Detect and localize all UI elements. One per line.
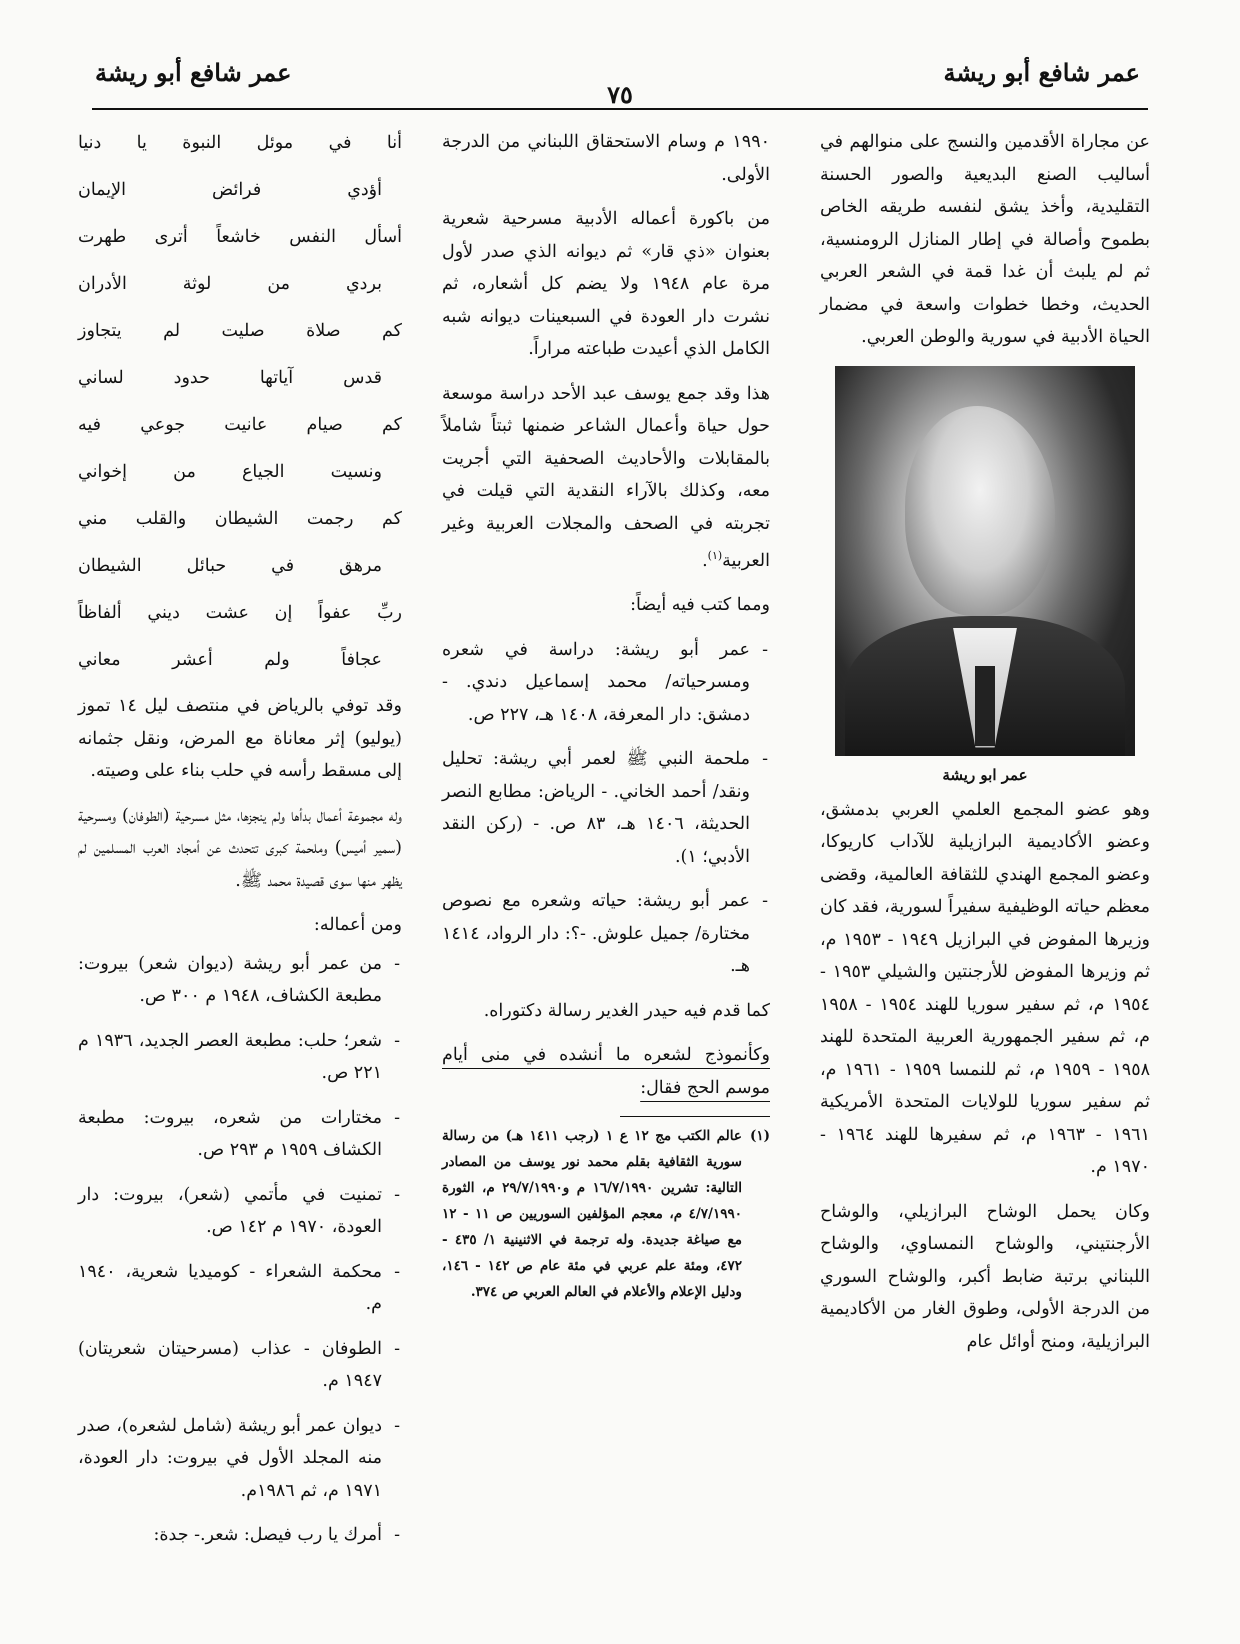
- study-end: .: [702, 550, 708, 571]
- work-item: - من عمر أبو ريشة (ديوان شعر) بيروت: مطبعة الكشاف، ١٩٤٨ م ٣٠٠ ص.: [78, 948, 402, 1013]
- work-item: - شعر؛ حلب: مطبعة العصر الجديد، ١٩٣٦ م ٢٢١ ص.: [78, 1025, 402, 1090]
- portrait-photo: [835, 366, 1135, 756]
- verse-line: أنا في موئل النبوة يا دنيا: [78, 133, 402, 153]
- footnote: [442, 1123, 770, 1305]
- works-paragraph: من باكورة أعماله الأدبية مسرحية شعرية بعنوان «ذي قار» ثم ديوانه الذي صدر لأول مرة عام ١٩٤٨ ولا يضم كل أشعاره، ثم نشرت دار العودة في السبعينات ديوانه شبه الكامل الذي أعيدت طباعته مراراً.: [442, 209, 770, 359]
- thesis-paragraph: كما قدم فيه حيدر الغدير رسالة دكتوراه.: [483, 1000, 770, 1021]
- works-heading: ومن أعماله:: [313, 915, 402, 935]
- reference-item: - عمر أبو ريشة: حياته وشعره مع نصوص مختارة/ جميل علوش. -؟: دار الرواد، ١٤١٤ هـ.: [442, 885, 770, 983]
- verse-line: مرهق في حبائل الشيطان: [78, 556, 382, 576]
- verse-line: ونسيت الجياع من إخواني: [78, 462, 382, 482]
- verse-line: كم رجمت الشيطان والقلب مني: [78, 509, 402, 529]
- verse-line: قدس آياتها حدود لساني: [78, 368, 382, 388]
- work-item: - مختارات من شعره، بيروت: مطبعة الكشاف ١٩٥٩ م ٢٩٣ ص.: [78, 1102, 402, 1167]
- page-number: ٧٥: [607, 80, 633, 109]
- intro-paragraph: عن مجاراة الأقدمين والنسج على منوالهم في أساليب الصنع البديعية والصور الحسنة التقليدية، وأخذ يشق لنفسه طريقه الخاص بطموح وأصالة في إطار المنازل الرومنسية، ثم لم يلبث أن غدا قمة في الشعر العربي الحديث، وخطا خطوات واسعة في مضمار الحياة الأدبية في سورية والوطن العربي.: [820, 132, 1150, 347]
- work-item: - محكمة الشعراء - كوميديا شعرية، ١٩٤٠ م.: [78, 1256, 402, 1321]
- column-right: [820, 126, 1150, 1370]
- work-item: - تمنيت في مأتمي (شعر)، بيروت: دار العودة، ١٩٧٠ م ١٤٢ ص.: [78, 1179, 402, 1244]
- reference-item: - عمر أبو ريشة: دراسة في شعره ومسرحياته/ محمد إسماعيل دندي. - دمشق: دار المعرفة، ١٤٠٨ هـ، ٢٢٧ ص.: [442, 634, 770, 732]
- column-left: [78, 126, 402, 1564]
- footnote-rule: [620, 1116, 770, 1117]
- verse-line: كم صيام عانيت جوعي فيه: [78, 415, 402, 435]
- medals-paragraph: وكان يحمل الوشاح البرازيلي، والوشاح الأرجنتيني، والوشاح النمساوي، والوشاح اللبناني برتبة ضابط أكبر، والوشاح السوري من الدرجة الأولى، وطوق الغار من الأكاديمية البرازيلية، ومنح أوائل عام: [820, 1201, 1150, 1352]
- portrait-tie: [975, 666, 995, 746]
- photo-caption: عمر ابو ريشة: [942, 765, 1028, 784]
- footnote-reference[interactable]: (١): [707, 549, 723, 562]
- medal-continuation: ١٩٩٠ م وسام الاستحقاق اللبناني من الدرجة الأولى.: [442, 132, 770, 185]
- running-head-right: عمر شافع أبو ريشة: [943, 58, 1140, 87]
- running-head-left: عمر شافع أبو ريشة: [95, 58, 292, 87]
- work-item: - أمرك يا رب فيصل: شعر.- جدة:: [78, 1519, 402, 1552]
- work-item: - الطوفان - عذاب (مسرحيتان شعريتان) ١٩٤٧ م.: [78, 1333, 402, 1398]
- verse-line: ربِّ عفواً إن عشت ديني ألفاظاً: [78, 603, 402, 623]
- death-paragraph: وقد توفي بالرياض في منتصف ليل ١٤ تموز (يوليو) إثر معاناة مع المرض، ونقل جثمانه إلى مسقط رأسه في حلب بناء على وصيته.: [78, 696, 402, 781]
- study-paragraph: [442, 378, 770, 578]
- verse-line: أؤدي فرائض الإيمان: [78, 180, 382, 200]
- written-heading: ومما كتب فيه أيضاً:: [630, 595, 770, 616]
- verse-line: أسأل النفس خاشعاً أترى طهرت: [78, 227, 402, 247]
- verse-line: بردي من لوثة الأدران: [78, 274, 382, 294]
- header-rule: [92, 108, 1148, 110]
- sample-paragraph: وكأنموذج لشعره ما أنشده في منى أيام موسم الحج فقال:: [442, 1045, 770, 1098]
- unfinished-works-paragraph: وله مجموعة أعمال بدأها ولم ينجزها، مثل مسرحية (الطوفان) ومسرحية (سمير أميس) وملحمة كبرى تتحدث عن أمجاد العرب المسلمين لم يظهر منها سوى قصيدة محمد ﷺ.: [78, 805, 402, 891]
- reference-item: - ملحمة النبي ﷺ لعمر أبي ريشة: تحليل ونقد/ أحمد الخاني. - الرياض: مطابع النصر الحديثة، ١٤٠٦ هـ، ٨٣ ص. - (ركن النقد الأدبي؛ ١).: [442, 743, 770, 873]
- footnote-marker: (١): [749, 1128, 770, 1145]
- column-middle: [442, 126, 770, 1305]
- verse-line: عجافاً ولم أعشر معاني: [78, 650, 382, 670]
- footnote-text: عالم الكتب مج ١٢ ع ١ (رجب ١٤١١ هـ) من رسالة سورية الثقافية بقلم محمد نور يوسف من المصادر التالية: تشرين ١٦/٧/١٩٩٠ م و٢٩/٧/١٩٩٠ م، الثورة ٤/٧/١٩٩٠ م، معجم المؤلفين السوريين ص ١١ - ١٢ مع صياغة جديدة. وله ترجمة في الاثنينية ١/ ٤٣٥ - ٤٧٢، ومئة علم عربي في مئة عام ص ١٤٢ - ١٤٦، ودليل الإعلام والأعلام في العالم العربي ص ٣٧٤.: [442, 1128, 742, 1301]
- study-text: هذا وقد جمع يوسف عبد الأحد دراسة موسعة حول حياة وأعمال الشاعر ضمنها ثبتاً شاملاً بالمقابلات والأحاديث الصحفية التي أجريت معه، وكذلك بالآراء النقدية التي قيلت في تجربته في الصحف والمجلات العربية وغير العربية: [442, 383, 770, 571]
- membership-paragraph: وهو عضو المجمع العلمي العربي بدمشق، وعضو الأكاديمية البرازيلية للآداب كاريوكا، وعضو المجمع الهندي للثقافة العالمية، وقضى معظم حياته الوظيفية سفيراً لسورية، فقد كان وزيرها المفوض في البرازيل ١٩٤٩ - ١٩٥٣ م، ثم وزيرها المفوض للأرجنتين والشيلي ١٩٥٣ - ١٩٥٤ م، ثم سفير سوريا للهند ١٩٥٤ - ١٩٥٨ م، ثم سفير الجمهورية العربية المتحدة للهند ١٩٥٨ - ١٩٥٩ م، ثم للنمسا ١٩٥٩ - ١٩٦١ م، ثم سفير سوريا للولايات المتحدة الأمريكية ١٩٦١ - ١٩٦٣ م، ثم سفيرها للهند ١٩٦٤ - ١٩٧٠ م.: [820, 799, 1151, 1177]
- portrait-face: [905, 406, 1055, 616]
- verse-line: كم صلاة صليت لم يتجاوز: [78, 321, 402, 341]
- work-item: - ديوان عمر أبو ريشة (شامل لشعره)، صدر منه المجلد الأول في بيروت: دار العودة، ١٩٧١ م، ثم ١٩٨٦م.: [78, 1410, 402, 1508]
